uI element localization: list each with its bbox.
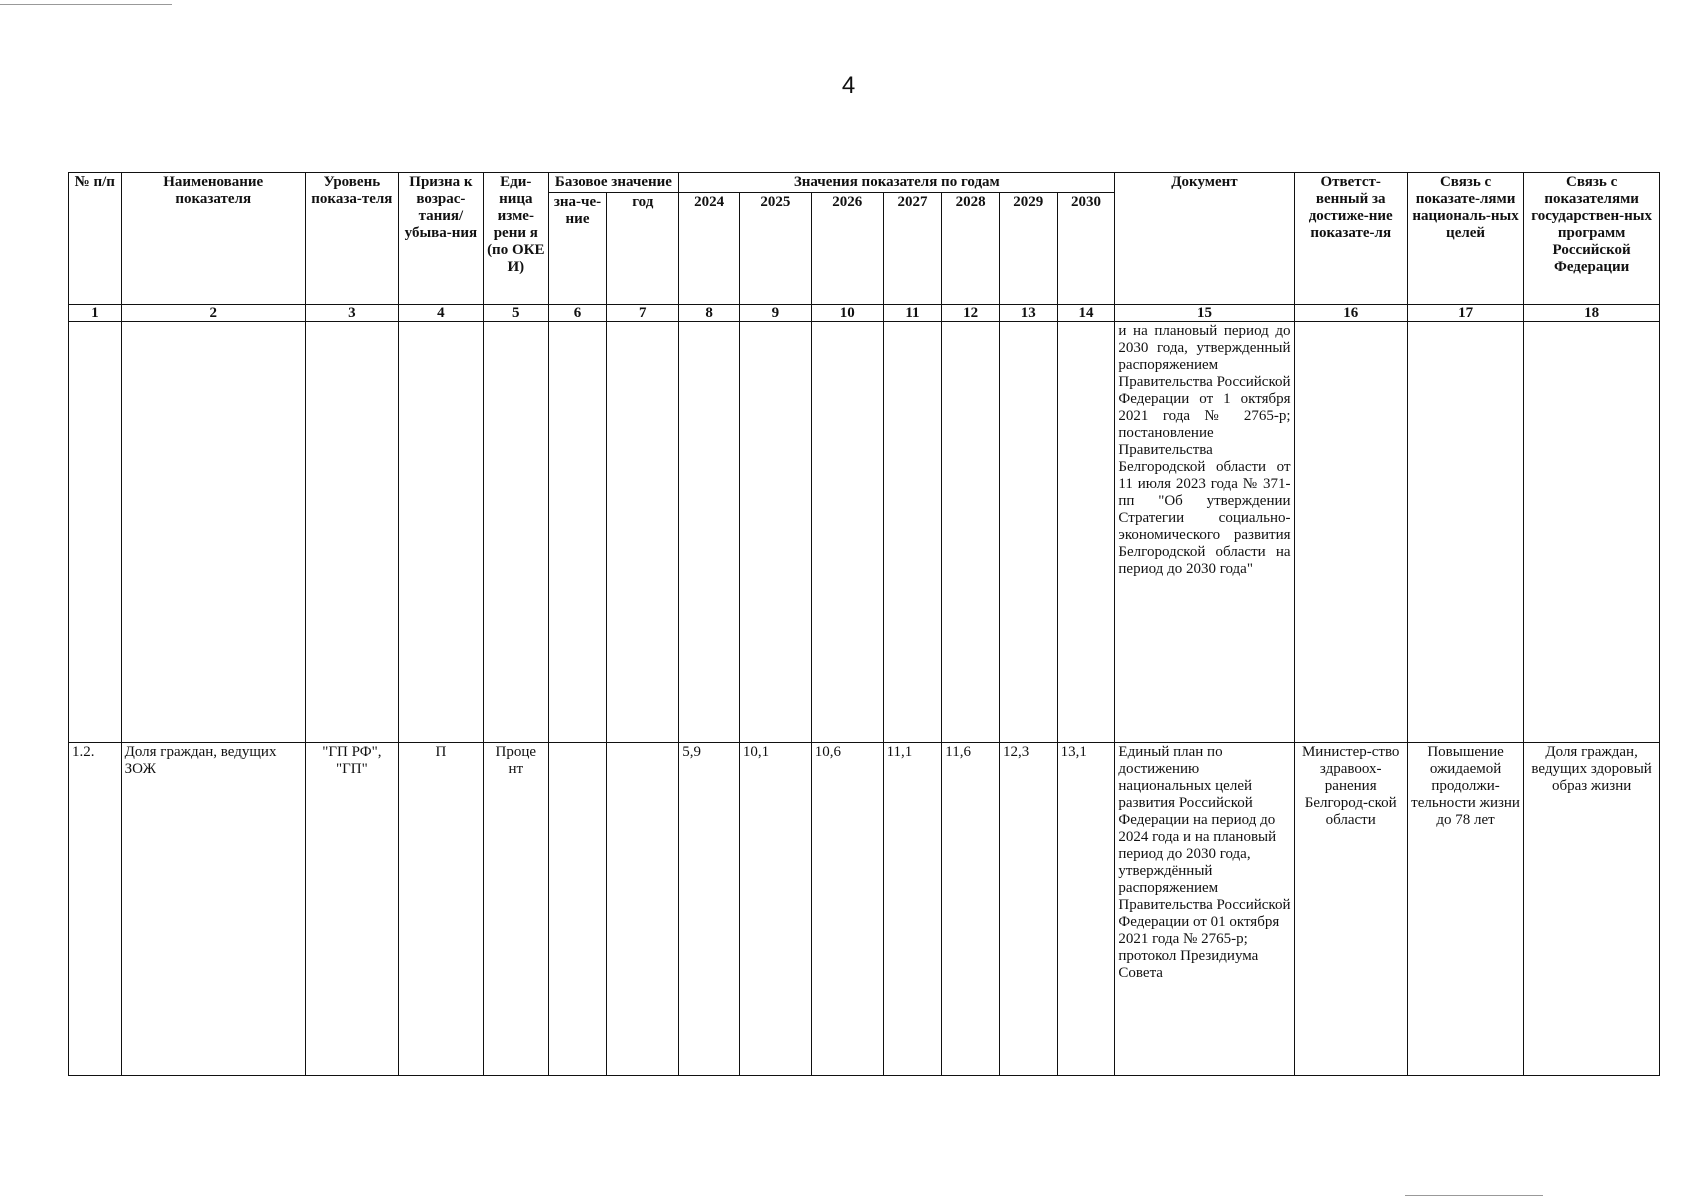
empty-cell <box>483 322 548 743</box>
continuation-row <box>69 322 1660 743</box>
column-number: 17 <box>1407 305 1523 322</box>
indicator-unit: Проце нт <box>483 743 548 1076</box>
top-left-edge-line <box>0 4 172 5</box>
column-number: 12 <box>942 305 1000 322</box>
empty-cell <box>739 322 811 743</box>
responsible-body: Министер-ство здравоох-ранения Белгород-ской области <box>1294 743 1407 1076</box>
column-number: 3 <box>305 305 398 322</box>
header-unit: Еди-ница изме-рени я (по ОКЕ И) <box>483 173 548 305</box>
column-number: 1 <box>69 305 122 322</box>
value-2025: 10,1 <box>739 743 811 1076</box>
table-row <box>69 743 1660 1076</box>
bottom-right-edge-line <box>1405 1195 1543 1196</box>
header-base-group: Базовое значение <box>548 173 679 193</box>
column-number: 10 <box>811 305 883 322</box>
header-level: Уровень показа-теля <box>305 173 398 305</box>
header-document: Документ <box>1115 173 1294 305</box>
header-state-programs: Связь с показателями государствен-ных программ Российской Федерации <box>1524 173 1660 305</box>
indicator-level: "ГП РФ", "ГП" <box>305 743 398 1076</box>
page-number: 4 <box>841 72 856 99</box>
column-number: 7 <box>607 305 679 322</box>
empty-cell <box>679 322 740 743</box>
indicator-sign: П <box>398 743 483 1076</box>
header-no: № п/п <box>69 173 122 305</box>
header-year-2027: 2027 <box>883 193 942 305</box>
national-goals-link: Повышение ожидаемой продолжи-тельности жизни до 78 лет <box>1407 743 1523 1076</box>
state-programs-link: Доля граждан, ведущих здоровый образ жизни <box>1524 743 1660 1076</box>
value-2026: 10,6 <box>811 743 883 1076</box>
column-number: 8 <box>679 305 740 322</box>
column-number: 6 <box>548 305 607 322</box>
header-year-2026: 2026 <box>811 193 883 305</box>
empty-cell <box>1524 322 1660 743</box>
column-number: 5 <box>483 305 548 322</box>
header-name: Наименование показателя <box>121 173 305 305</box>
column-number: 16 <box>1294 305 1407 322</box>
value-2027: 11,1 <box>883 743 942 1076</box>
header-year-2030: 2030 <box>1057 193 1115 305</box>
header-sign: Призна к возрас-тания/ убыва-ния <box>398 173 483 305</box>
indicator-name: Доля граждан, ведущих ЗОЖ <box>121 743 305 1076</box>
empty-cell <box>1057 322 1115 743</box>
empty-cell <box>883 322 942 743</box>
column-number: 11 <box>883 305 942 322</box>
column-number-row <box>69 305 1660 322</box>
column-number: 2 <box>121 305 305 322</box>
indicators-table <box>68 172 1660 1076</box>
empty-cell <box>607 322 679 743</box>
header-national-goals: Связь с показате-лями националь-ных целей <box>1407 173 1523 305</box>
empty-cell <box>305 322 398 743</box>
header-year-2024: 2024 <box>679 193 740 305</box>
document-text: Единый план по достижению национальных целей развития Российской Федерации на период до 2024 года и на плановый период до 2030 года, утверждённый распоряжением Правительства Российской Федерации от 01 октября 2021 года № 2765-р; протокол Президиума Совета <box>1115 743 1294 1076</box>
empty-cell <box>811 322 883 743</box>
empty-cell <box>999 322 1057 743</box>
base-year <box>607 743 679 1076</box>
value-2030: 13,1 <box>1057 743 1115 1076</box>
empty-cell <box>548 322 607 743</box>
empty-cell <box>121 322 305 743</box>
base-value <box>548 743 607 1076</box>
value-2024: 5,9 <box>679 743 740 1076</box>
column-number: 13 <box>999 305 1057 322</box>
header-year-2028: 2028 <box>942 193 1000 305</box>
header-year-2029: 2029 <box>999 193 1057 305</box>
column-number: 4 <box>398 305 483 322</box>
empty-cell <box>942 322 1000 743</box>
header-base-year: год <box>607 193 679 305</box>
header-responsible: Ответст-венный за достиже-ние показате-ля <box>1294 173 1407 305</box>
column-number: 15 <box>1115 305 1294 322</box>
header-base-value: зна-че-ние <box>548 193 607 305</box>
column-number: 18 <box>1524 305 1660 322</box>
empty-cell <box>69 322 122 743</box>
empty-cell <box>398 322 483 743</box>
value-2029: 12,3 <box>999 743 1057 1076</box>
value-2028: 11,6 <box>942 743 1000 1076</box>
row-number: 1.2. <box>69 743 122 1076</box>
continuation-document-text: и на плановый период до 2030 года, утвержденный распоряжением Правительства Российской Федерации от 1 октября 2021 года № 2765-р; постановление Правительства Белгородской области от 11 июля 2023 года № 371-пп "Об утверждении Стратегии социально-экономического развития Белгородской области на период до 2030 года" <box>1115 322 1294 743</box>
header-years-group: Значения показателя по годам <box>679 173 1115 193</box>
header-year-2025: 2025 <box>739 193 811 305</box>
empty-cell <box>1294 322 1407 743</box>
header-row-1 <box>69 173 1660 193</box>
column-number: 9 <box>739 305 811 322</box>
column-number: 14 <box>1057 305 1115 322</box>
empty-cell <box>1407 322 1523 743</box>
